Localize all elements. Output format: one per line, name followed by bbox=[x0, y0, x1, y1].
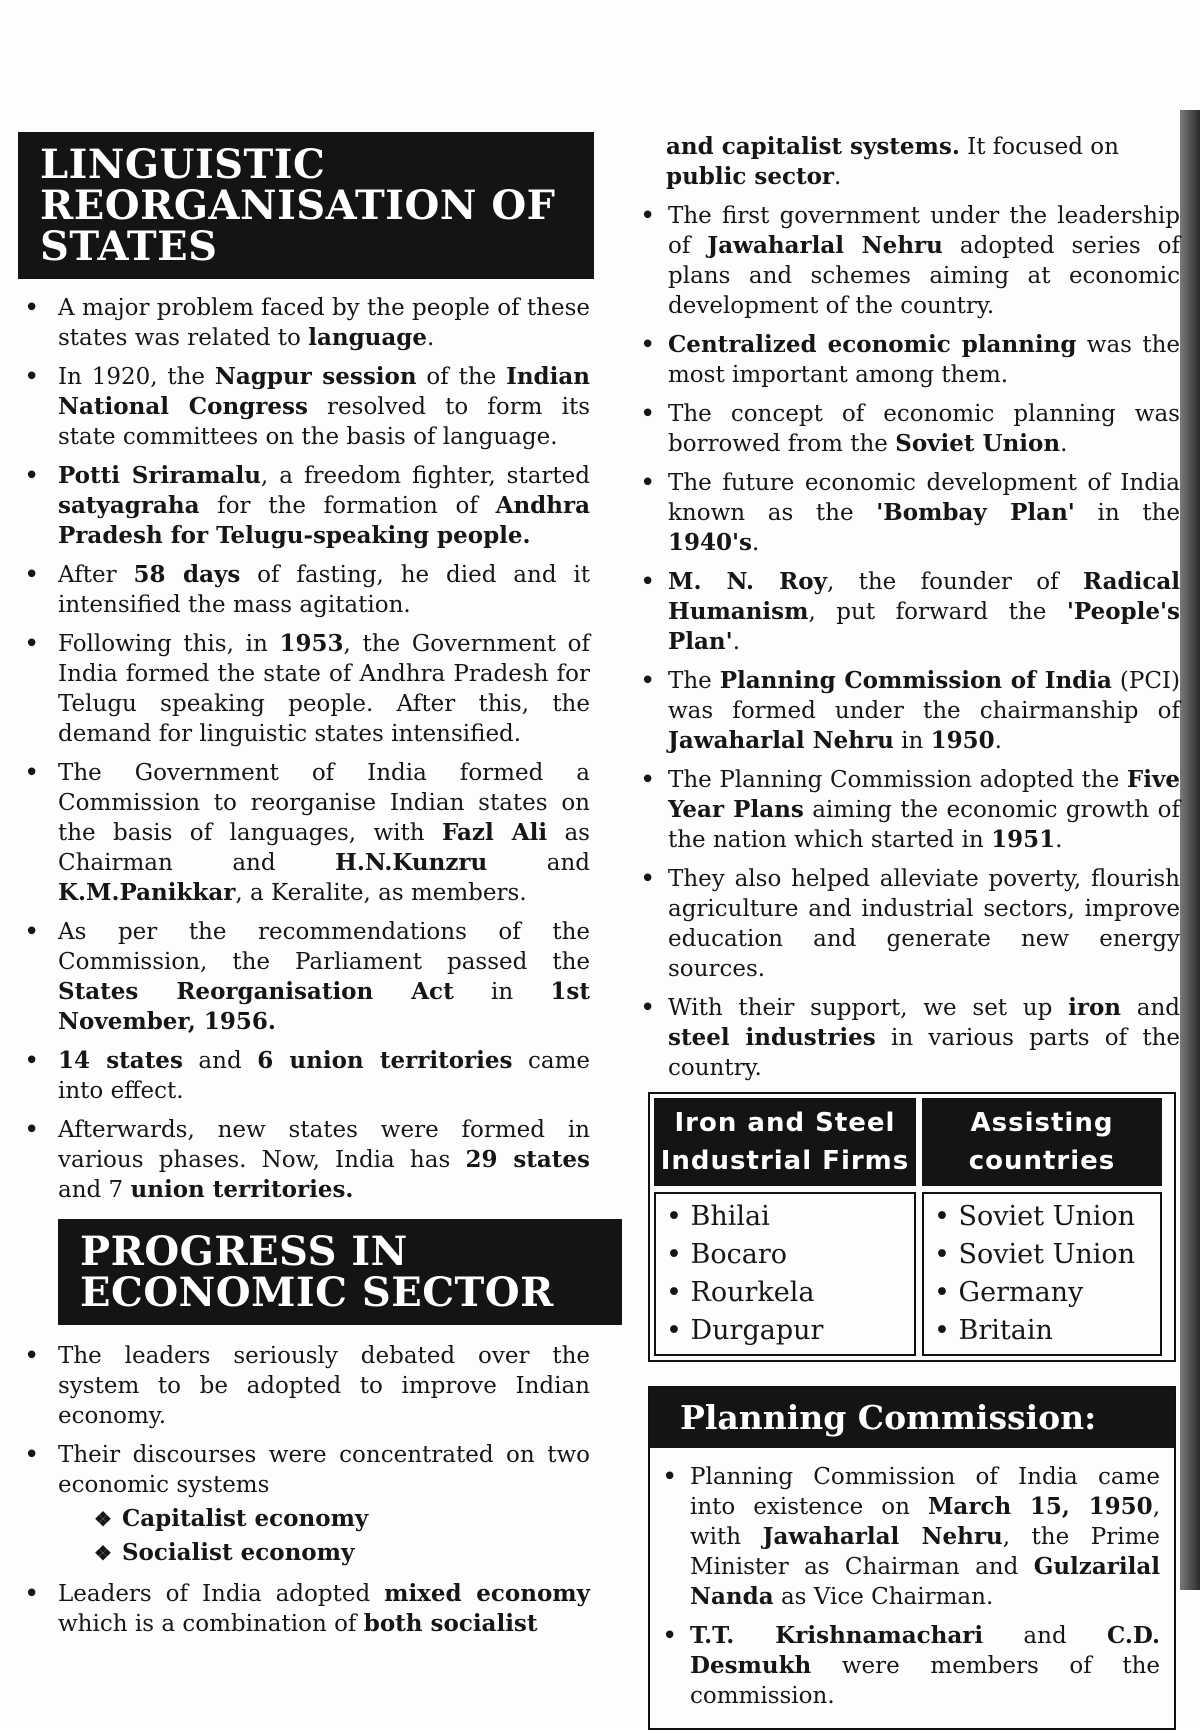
text-run: resolved to form its state committees on the basis of language. bbox=[58, 394, 590, 450]
bold-text: States Reorganisation Act bbox=[58, 978, 454, 1005]
bullet-icon: • bbox=[934, 1201, 959, 1232]
bold-text: Gulzarilal Nanda bbox=[690, 1553, 1160, 1610]
text-run: aiming the economic growth of the nation which started in bbox=[668, 797, 1180, 853]
text-run: were members of the commission. bbox=[690, 1653, 1160, 1709]
bullet-item bbox=[10, 629, 590, 749]
bold-text: 1953 bbox=[279, 630, 344, 657]
bold-text: Jawaharlal Nehru bbox=[762, 1523, 1003, 1550]
text-run: . bbox=[834, 164, 842, 190]
text-run: . bbox=[1055, 827, 1063, 853]
bullet-icon: • bbox=[666, 1239, 691, 1270]
bold-text: mixed economy bbox=[384, 1580, 590, 1607]
text-run: . bbox=[732, 629, 741, 655]
text-run: of fasting, he died and it intensified the mass agitation. bbox=[58, 562, 591, 618]
text-run: and bbox=[182, 1048, 258, 1074]
table-cell-text: Bocaro bbox=[690, 1239, 787, 1270]
text-run: Their discourses were concentrated on two economic systems bbox=[58, 1442, 590, 1498]
bold-text: Centralized economic planning bbox=[668, 331, 1077, 358]
bullet-item bbox=[10, 917, 590, 1037]
bullet-item bbox=[10, 560, 590, 620]
bold-text: both socialist bbox=[363, 1610, 538, 1637]
text-run: A major problem faced by the people of these states was related to bbox=[58, 295, 590, 351]
bold-text: Nagpur session bbox=[214, 363, 417, 390]
linguistic-bullet-list bbox=[10, 293, 590, 1205]
bullet-item bbox=[628, 468, 1180, 558]
text-run: . bbox=[752, 530, 760, 556]
bold-text: and capitalist systems. bbox=[666, 133, 960, 160]
table-cell-text: Rourkela bbox=[690, 1277, 815, 1308]
bullet-item bbox=[10, 758, 590, 908]
firms-cell bbox=[654, 1192, 916, 1356]
text-run: for the formation of bbox=[199, 493, 496, 519]
text-run: of the bbox=[416, 364, 507, 390]
text-run: . bbox=[427, 325, 435, 351]
bold-text: 'People's Plan' bbox=[668, 598, 1180, 655]
table-cell-item bbox=[666, 1236, 904, 1274]
text-run: came into effect. bbox=[58, 1048, 591, 1104]
text-run: which is a combination of bbox=[58, 1611, 364, 1637]
bold-text: Fazl Ali bbox=[441, 819, 548, 846]
bullet-item bbox=[628, 330, 1180, 390]
countries-cell bbox=[922, 1192, 1162, 1356]
text-run: Afterwards, new states were formed in various phases. Now, India has bbox=[58, 1117, 590, 1173]
bold-text: 1st November, 1956. bbox=[58, 978, 590, 1035]
table-cell-text: Soviet Union bbox=[958, 1239, 1135, 1270]
text-run: , with bbox=[690, 1494, 1160, 1550]
bold-text: 14 states bbox=[58, 1047, 183, 1074]
planning-commission-box bbox=[648, 1386, 1176, 1730]
text-run: . bbox=[1060, 431, 1068, 457]
bold-text: Planning Commission of India bbox=[719, 667, 1112, 694]
bold-text: 1951 bbox=[991, 826, 1056, 853]
text-run: , put forward the bbox=[808, 599, 1067, 625]
bullet-item bbox=[628, 864, 1180, 984]
text-run: It focused on bbox=[959, 134, 1119, 160]
bold-text: Potti Sriramalu bbox=[58, 462, 261, 489]
text-run: Planning Commission of India came into existence on bbox=[690, 1464, 1160, 1520]
text-run: was the most important among them. bbox=[668, 332, 1180, 388]
bold-text: 1950 bbox=[930, 727, 995, 754]
bold-text: H.N.Kunzru bbox=[335, 849, 488, 876]
bold-text: Five Year Plans bbox=[668, 766, 1180, 823]
text-run: adopted series of plans and schemes aiming at economic development of the country. bbox=[668, 233, 1180, 319]
bullet-item bbox=[10, 461, 590, 551]
table-cell-item bbox=[666, 1274, 904, 1312]
bullet-icon: • bbox=[934, 1277, 959, 1308]
bullet-item bbox=[628, 399, 1180, 459]
bold-text: language bbox=[308, 324, 428, 351]
sub-item-text: Socialist economy bbox=[121, 1539, 355, 1566]
bullet-item bbox=[10, 293, 590, 353]
table-cell-text: Germany bbox=[958, 1277, 1084, 1308]
page-edge-shadow bbox=[1180, 110, 1200, 1590]
bold-text: C.D. Desmukh bbox=[690, 1622, 1161, 1679]
table-header-countries: Assisting countries bbox=[922, 1098, 1162, 1186]
left-column bbox=[10, 132, 590, 1648]
section-heading-linguistic: LINGUISTIC REORGANISATION OF STATES bbox=[18, 132, 594, 279]
text-run: and bbox=[487, 850, 590, 876]
text-run: as Chairman and bbox=[58, 820, 590, 876]
diamond-bullet-icon: ❖ bbox=[94, 1507, 112, 1531]
text-run: After bbox=[58, 562, 134, 588]
bold-text: M. N. Roy bbox=[668, 568, 827, 595]
section-heading-economic: PROGRESS IN ECONOMIC SECTOR bbox=[58, 1219, 622, 1325]
text-run: Leaders of India adopted bbox=[58, 1581, 385, 1607]
text-run: , a Keralite, as members. bbox=[235, 880, 527, 906]
text-run: Following this, in bbox=[58, 631, 280, 657]
bold-text: T.T. Krishnamachari bbox=[690, 1622, 984, 1649]
table-cell-item bbox=[934, 1274, 1150, 1312]
bold-text: Andhra Pradesh for Telugu-speaking people. bbox=[58, 492, 590, 549]
table-cell-item bbox=[666, 1198, 904, 1236]
text-run: , a freedom fighter, started bbox=[260, 463, 591, 489]
text-run: With their support, we set up bbox=[668, 995, 1069, 1021]
bullet-item bbox=[10, 1046, 590, 1106]
bold-text: satyagraha bbox=[58, 492, 200, 519]
text-run: The future economic development of India known as the bbox=[668, 470, 1180, 526]
bullet-item bbox=[650, 1462, 1160, 1612]
text-run: and bbox=[983, 1623, 1107, 1649]
text-run: , the Prime Minister as Chairman and bbox=[690, 1524, 1160, 1580]
bullet-item bbox=[628, 666, 1180, 756]
table-cell-item bbox=[934, 1236, 1150, 1274]
industries-table bbox=[648, 1092, 1176, 1362]
table-cell-text: Bhilai bbox=[690, 1201, 770, 1232]
bold-text: Radical Humanism bbox=[668, 568, 1180, 625]
bold-text: 58 days bbox=[133, 561, 241, 588]
bold-text: K.M.Panikkar bbox=[58, 879, 236, 906]
text-run: as Vice Chairman. bbox=[773, 1584, 994, 1610]
sub-list bbox=[58, 1502, 590, 1570]
text-run: The first government under the leadership of bbox=[668, 203, 1180, 259]
bold-text: Soviet Union bbox=[895, 430, 1061, 457]
bold-text: March 15, 1950 bbox=[927, 1493, 1153, 1520]
text-run: in various parts of the country. bbox=[668, 1025, 1181, 1081]
right-column bbox=[628, 132, 1180, 1730]
economic-planning-bullet-list bbox=[628, 201, 1180, 1083]
bullet-icon: • bbox=[666, 1277, 691, 1308]
bullet-item bbox=[628, 993, 1180, 1083]
table-cell-text: Soviet Union bbox=[958, 1201, 1135, 1232]
economic-bullet-list bbox=[10, 1341, 590, 1639]
sub-list-item bbox=[94, 1502, 590, 1536]
bullet-item bbox=[628, 765, 1180, 855]
bullet-item bbox=[10, 1579, 590, 1639]
bullet-icon: • bbox=[934, 1239, 959, 1270]
text-run: The concept of economic planning was borrowed from the bbox=[668, 401, 1180, 457]
text-run: in bbox=[453, 979, 551, 1005]
bold-text: iron bbox=[1068, 994, 1122, 1021]
bullet-item bbox=[628, 567, 1180, 657]
bullet-icon: • bbox=[666, 1201, 691, 1232]
bold-text: steel industries bbox=[668, 1024, 876, 1051]
text-run: in bbox=[893, 728, 931, 754]
bullet-item bbox=[10, 1115, 590, 1205]
text-run: , the founder of bbox=[826, 569, 1083, 595]
text-run: They also helped alleviate poverty, flourish agriculture and industrial sectors, improve education and generate new energy sources. bbox=[668, 866, 1180, 982]
planning-commission-title: Planning Commission: bbox=[650, 1388, 1174, 1448]
bullet-icon: • bbox=[934, 1315, 959, 1346]
bullet-item bbox=[10, 1440, 590, 1570]
sub-item-text: Capitalist economy bbox=[121, 1505, 369, 1532]
bullet-item bbox=[628, 201, 1180, 321]
text-run: The Planning Commission adopted the bbox=[668, 767, 1127, 793]
table-cell-item bbox=[934, 1312, 1150, 1350]
text-run: In 1920, the bbox=[58, 364, 215, 390]
continued-paragraph bbox=[628, 132, 1180, 192]
text-run: and bbox=[1121, 995, 1181, 1021]
text-run: (PCI) was formed under the chairmanship of bbox=[668, 668, 1180, 724]
bullet-item bbox=[10, 362, 590, 452]
table-cell-text: Durgapur bbox=[690, 1315, 824, 1346]
text-run: , the Government of India formed the state of Andhra Pradesh for Telugu speaking people. After this, the demand for linguistic states intensified. bbox=[58, 631, 590, 747]
text-run: in the bbox=[1074, 500, 1180, 526]
bullet-icon: • bbox=[666, 1315, 691, 1346]
sub-list-item bbox=[94, 1536, 590, 1570]
text-run: . bbox=[994, 728, 1002, 754]
table-header-firms: Iron and Steel Industrial Firms bbox=[654, 1098, 916, 1186]
bold-text: 6 union territories bbox=[257, 1047, 513, 1074]
table-cell-item bbox=[666, 1312, 904, 1350]
bold-text: 1940's bbox=[668, 529, 753, 556]
bold-text: 'Bombay Plan' bbox=[876, 499, 1075, 526]
bullet-item bbox=[10, 1341, 590, 1431]
bold-text: Jawaharlal Nehru bbox=[668, 727, 894, 754]
text-run: The leaders seriously debated over the system to be adopted to improve Indian economy. bbox=[58, 1343, 590, 1429]
table-cell-text: Britain bbox=[958, 1315, 1053, 1346]
text-run: and 7 bbox=[58, 1177, 131, 1203]
bold-text: Indian National Congress bbox=[58, 363, 591, 420]
bold-text: union territories. bbox=[130, 1176, 354, 1203]
text-run: As per the recommendations of the Commission, the Parliament passed the bbox=[58, 919, 590, 975]
bold-text: 29 states bbox=[465, 1146, 590, 1173]
diamond-bullet-icon: ❖ bbox=[94, 1541, 112, 1565]
text-run: The bbox=[668, 668, 720, 694]
planning-bullet-list bbox=[650, 1462, 1174, 1711]
text-run: The Government of India formed a Commission to reorganise Indian states on the basis of languages, with bbox=[58, 760, 590, 846]
bold-text: Jawaharlal Nehru bbox=[707, 232, 943, 259]
table-cell-item bbox=[934, 1198, 1150, 1236]
bold-text: public sector bbox=[666, 163, 835, 190]
